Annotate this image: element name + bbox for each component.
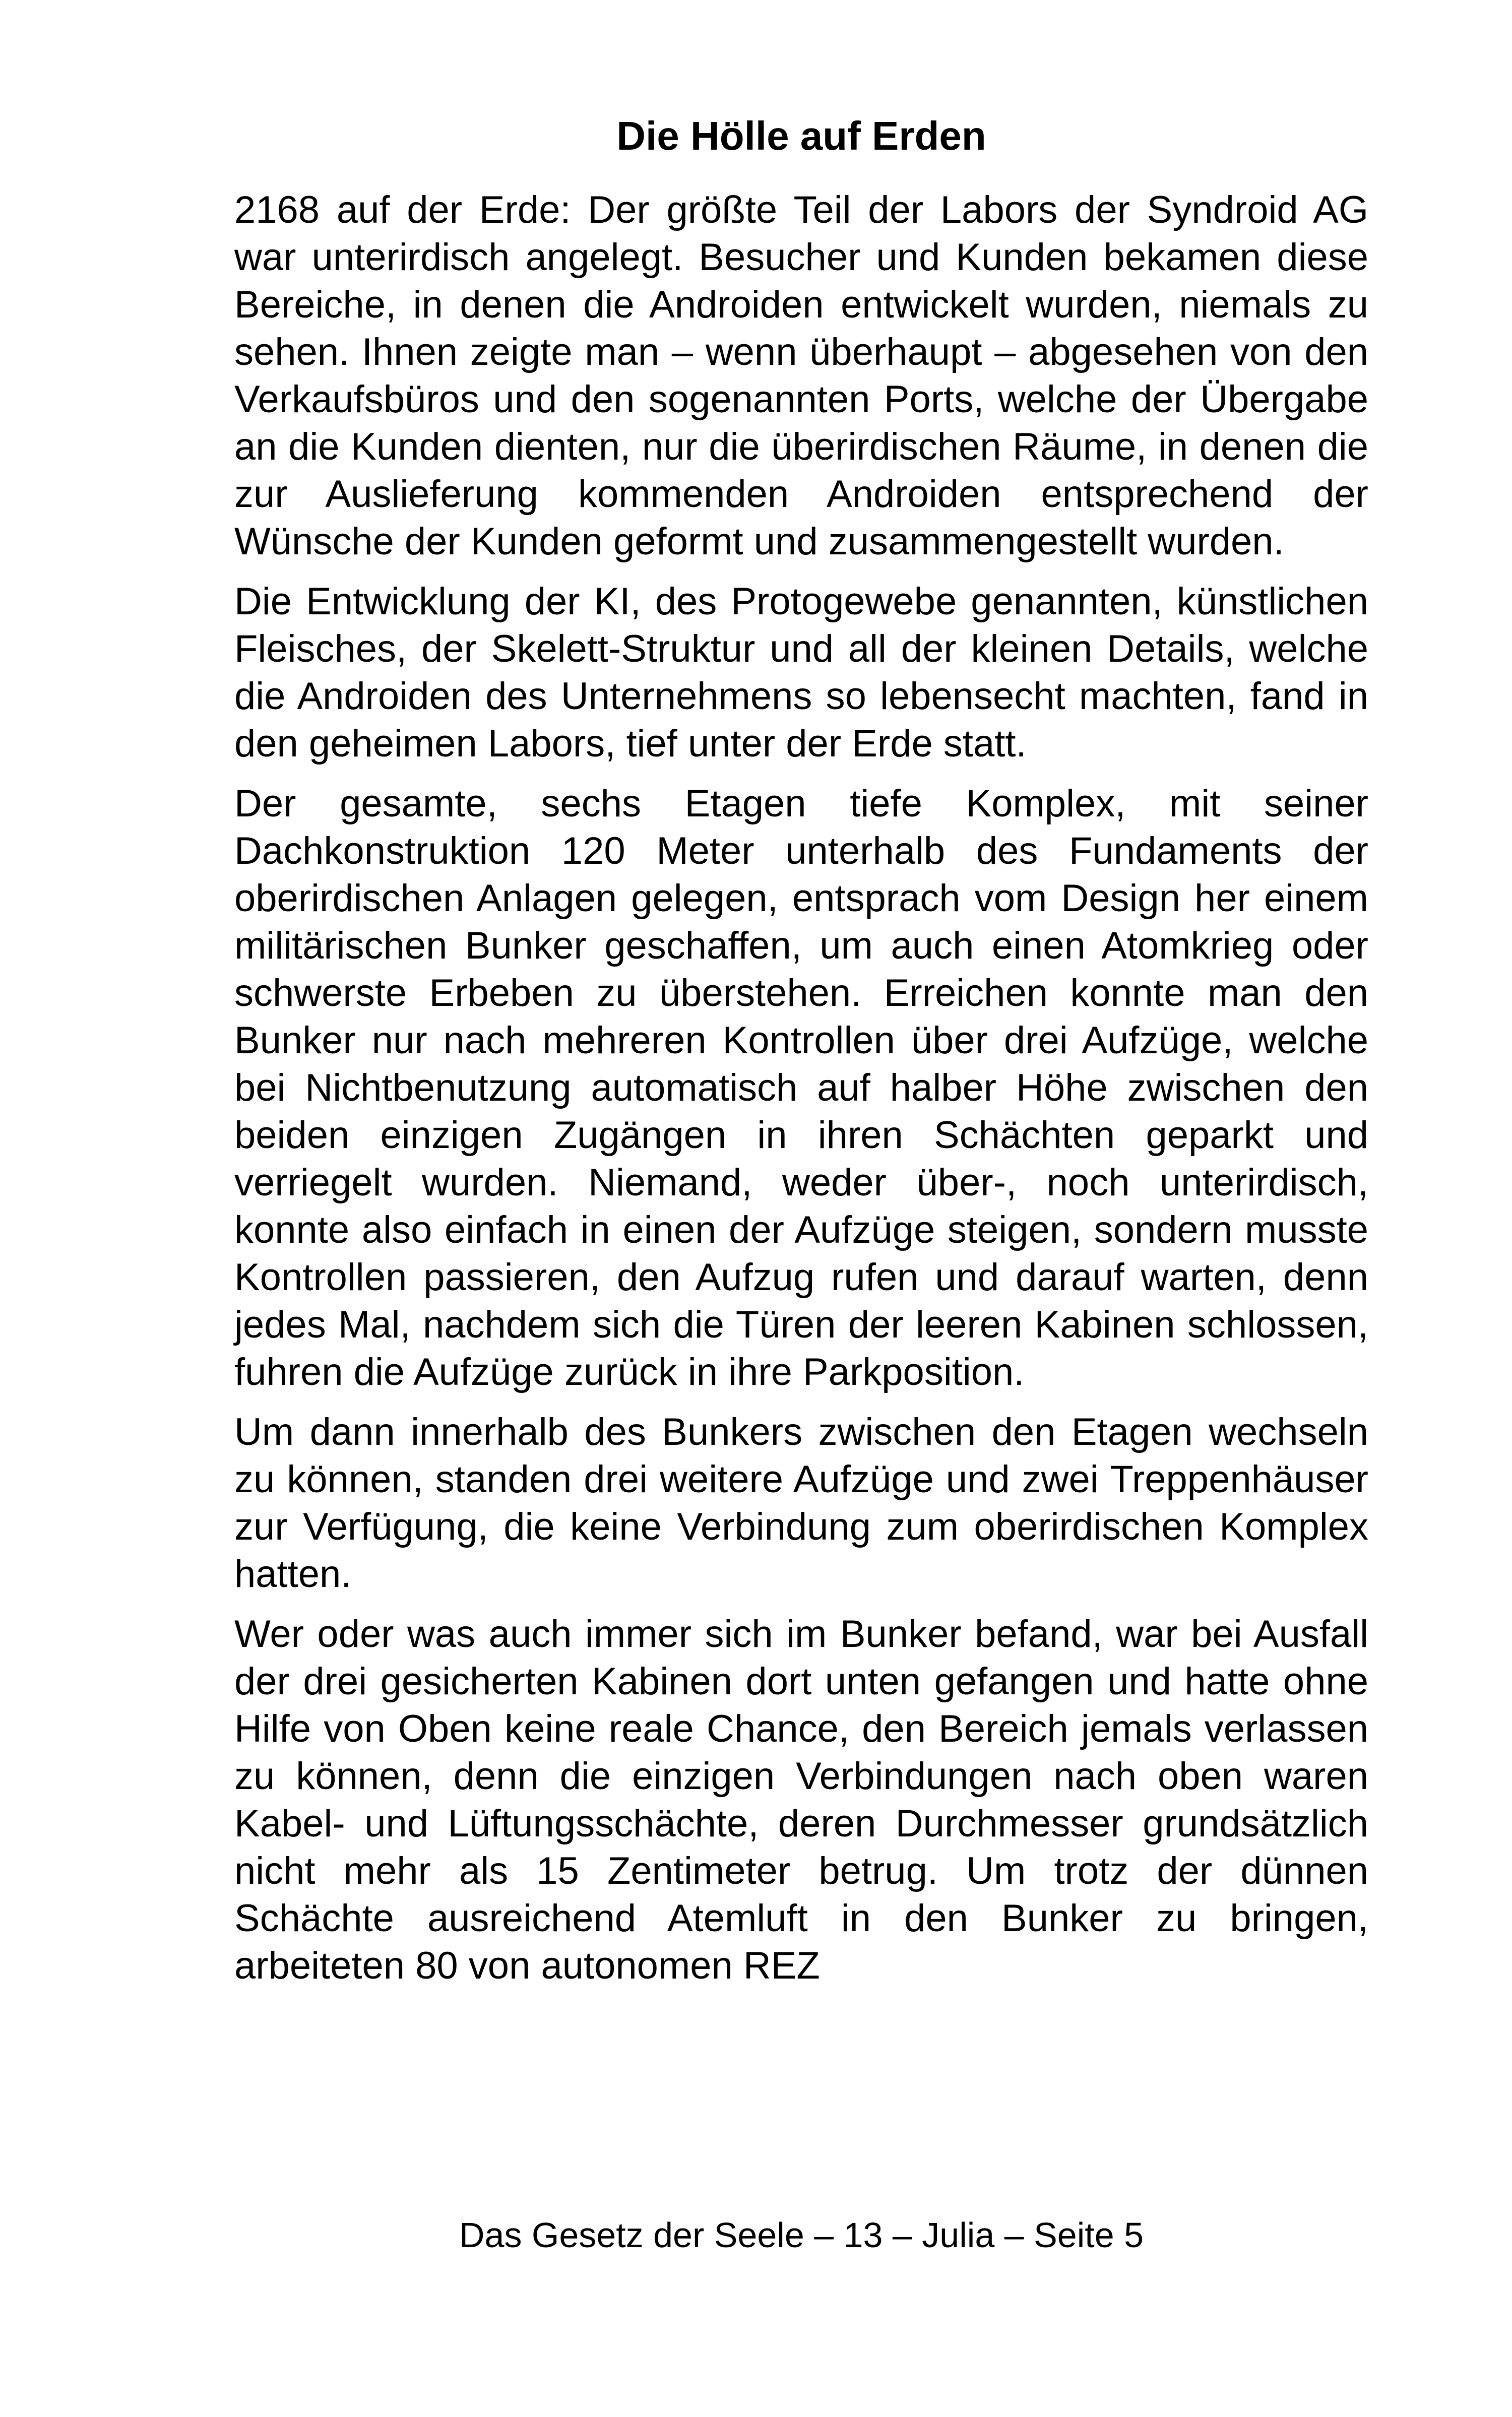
paragraph-1: 2168 auf der Erde: Der größte Teil der Labors der Syndroid AG war unterirdisch angelegt. Besucher und Kunden bekamen diese Bereiche, in denen die Androiden entwickelt wurden, niemals zu sehen. Ihnen zeigte man – wenn überhaupt – abgesehen von den Verkaufsbüros und den sogenannten Ports, welche der Übergabe an die Kunden dienten, nur die überirdischen Räume, in denen die zur Auslieferung kommenden Androiden entsprechend der Wünsche der Kunden geformt und zusammengestellt wurden. xyxy=(234,188,1368,563)
paragraph-5: Wer oder was auch immer sich im Bunker befand, war bei Ausfall der drei gesicherten Kabinen dort unten gefangen und hatte ohne Hilfe von Oben keine reale Chance, den Bereich jemals verlassen zu können, denn die einzigen Verbindungen nach oben waren Kabel- und Lüftungsschächte, deren Durchmesser grundsätzlich nicht mehr als 15 Zentimeter betrug. Um trotz der dünnen Schächte ausreichend Atemluft in den Bunker zu bringen, arbeiteten 80 von autonomen REZ xyxy=(234,1613,1368,1987)
paragraph-3: Der gesamte, sechs Etagen tiefe Komplex, mit seiner Dachkonstruktion 120 Meter unterhalb des Fundaments der oberirdischen Anlagen gelegen, entsprach vom Design her einem militärischen Bunker geschaffen, um auch einen Atomkrieg oder schwerste Erbeben zu überstehen. Erreichen konnte man den Bunker nur nach mehreren Kontrollen über drei Aufzüge, welche bei Nichtbenutzung automatisch auf halber Höhe zwischen den beiden einzigen Zugängen in ihren Schächten geparkt und verriegelt wurden. Niemand, weder über-, noch unterirdisch, konnte also einfach in einen der Aufzüge steigen, sondern musste Kontrollen passieren, den Aufzug rufen und darauf warten, denn jedes Mal, nachdem sich die Türen der leeren Kabinen schlossen, fuhren die Aufzüge zurück in ihre Parkposition. xyxy=(234,782,1368,1393)
paragraph-4: Um dann innerhalb des Bunkers zwischen den Etagen wechseln zu können, standen drei weitere Aufzüge und zwei Treppenhäuser zur Verfügung, die keine Verbindung zum oberirdischen Komplex hatten. xyxy=(234,1411,1368,1596)
chapter-title: Die Hölle auf Erden xyxy=(616,113,986,158)
page-footer: Das Gesetz der Seele – 13 – Julia – Seite 5 xyxy=(459,2215,1144,2255)
body-text xyxy=(234,186,1368,2002)
paragraph-2: Die Entwicklung der KI, des Protogewebe genannten, künstlichen Fleisches, der Skelett-Struktur und all der kleinen Details, welche die Androiden des Unternehmens so lebensecht machten, fand in den geheimen Labors, tief unter der Erde statt. xyxy=(234,580,1368,765)
